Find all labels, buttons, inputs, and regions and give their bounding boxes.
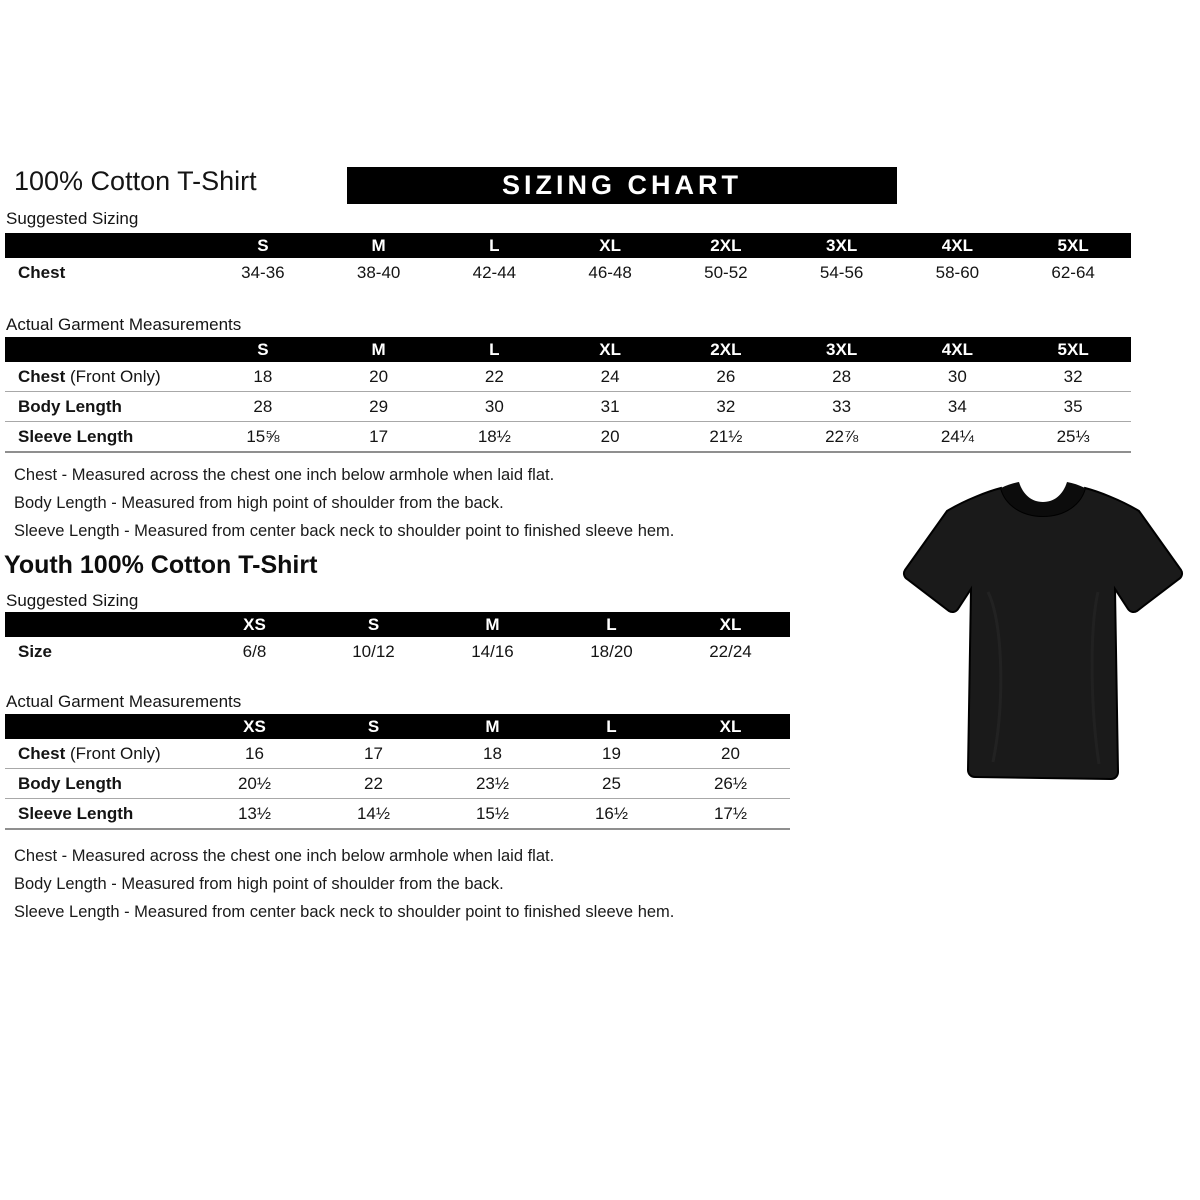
size-value-cell: 34-36 [241, 262, 285, 282]
size-value-cell: 22 [314, 769, 433, 799]
size-column-header: L [552, 714, 671, 739]
size-column-header: XS [195, 612, 314, 637]
size-value-cell: 19 [552, 739, 671, 769]
size-value-cell: 6/8 [242, 641, 267, 661]
size-value-cell: 22/24 [709, 641, 752, 661]
table-header-row [5, 714, 790, 739]
table-header-spacer [5, 612, 195, 637]
page-title: 100% Cotton T-Shirt [14, 166, 257, 196]
adult-actual-heading: Actual Garment Measurements [6, 315, 242, 334]
size-value-cell: 38-40 [356, 262, 401, 282]
size-column-header: 3XL [784, 233, 900, 258]
row-label-chest: Chest [18, 262, 66, 282]
row-label-bold: Sleeve Length [18, 426, 134, 446]
size-column-header: L [437, 337, 553, 362]
size-value-cell: 16½ [552, 799, 671, 830]
table-header-row [5, 337, 1131, 362]
size-value-cell: 34 [900, 392, 1016, 422]
size-value-cell: 20 [671, 739, 790, 769]
youth-measurement-notes [14, 842, 674, 926]
size-column-header: 2XL [668, 337, 784, 362]
note-line: Sleeve Length - Measured from center back neck to shoulder point to finished sleeve hem. [14, 522, 675, 540]
size-column-header: XL [671, 714, 790, 739]
size-value-cell: 18 [205, 362, 321, 392]
adult-suggested-heading: Suggested Sizing [6, 209, 139, 228]
size-value-cell: 46-48 [588, 262, 632, 282]
size-column-header: M [321, 337, 437, 362]
adult-actual-table [5, 337, 1131, 453]
adult-suggested-table [5, 233, 1131, 287]
size-value-cell: 62-64 [1051, 262, 1095, 282]
table-row-chest [5, 739, 790, 769]
size-value-cell: 15⅝ [205, 422, 321, 453]
size-column-header: M [321, 233, 437, 258]
size-value-cell: 32 [668, 392, 784, 422]
size-value-cell: 30 [900, 362, 1016, 392]
table-row-sleeve-length [5, 422, 1131, 453]
size-column-header: 2XL [668, 233, 784, 258]
size-value-cell: 33 [784, 392, 900, 422]
row-label-bold: Sleeve Length [18, 803, 134, 823]
table-header-spacer [5, 337, 205, 362]
row-label-rest: (Front Only) [65, 366, 161, 386]
size-value-cell: 50-52 [704, 262, 748, 282]
row-label-sleeve-length [5, 799, 195, 830]
note-line: Body Length - Measured from high point of shoulder from the back. [14, 875, 504, 893]
row-label-size: Size [18, 641, 53, 661]
size-value-cell: 13½ [195, 799, 314, 830]
size-value-cell: 25⅓ [1015, 422, 1131, 453]
row-label-bold: Body Length [18, 773, 122, 793]
tshirt-product-image [893, 472, 1193, 824]
size-value-cell: 14½ [314, 799, 433, 830]
youth-actual-table [5, 714, 790, 830]
table-row-sleeve-length [5, 799, 790, 830]
table-row-body-length [5, 769, 790, 799]
size-value-cell: 14/16 [471, 641, 514, 661]
size-value-cell: 31 [552, 392, 668, 422]
size-value-cell: 23½ [433, 769, 552, 799]
size-column-header: 4XL [900, 337, 1016, 362]
size-value-cell: 42-44 [472, 262, 517, 282]
size-column-header: S [314, 714, 433, 739]
table-row [5, 258, 1131, 287]
size-value-cell: 17 [321, 422, 437, 453]
row-label-bold: Chest [18, 366, 66, 386]
size-value-cell: 18½ [437, 422, 553, 453]
size-column-header: XL [552, 233, 668, 258]
table-row-chest [5, 362, 1131, 392]
size-column-header: S [205, 337, 321, 362]
size-value-cell: 21½ [668, 422, 784, 453]
size-value-cell: 17½ [671, 799, 790, 830]
table-row-body-length [5, 392, 1131, 422]
size-column-header: XL [552, 337, 668, 362]
note-line: Body Length - Measured from high point of shoulder from the back. [14, 494, 504, 512]
size-value-cell: 32 [1015, 362, 1131, 392]
size-value-cell: 25 [552, 769, 671, 799]
size-value-cell: 26½ [671, 769, 790, 799]
size-value-cell: 18/20 [590, 641, 633, 661]
row-label-chest-front-only [5, 362, 205, 392]
row-label-body-length [5, 769, 195, 799]
table-header-spacer [5, 233, 205, 258]
size-value-cell: 28 [205, 392, 321, 422]
size-column-header: S [314, 612, 433, 637]
size-value-cell: 20 [321, 362, 437, 392]
size-value-cell: 58-60 [935, 262, 980, 282]
size-value-cell: 20½ [195, 769, 314, 799]
row-label-bold: Chest [18, 743, 66, 763]
size-column-header: L [552, 612, 671, 637]
note-line: Chest - Measured across the chest one inch below armhole when laid flat. [14, 466, 555, 484]
row-label-chest-front-only [5, 739, 195, 769]
size-value-cell: 17 [314, 739, 433, 769]
size-value-cell: 20 [552, 422, 668, 453]
adult-measurement-notes [14, 461, 674, 545]
size-value-cell: 28 [784, 362, 900, 392]
size-column-header: 3XL [784, 337, 900, 362]
size-value-cell: 26 [668, 362, 784, 392]
size-value-cell: 35 [1015, 392, 1131, 422]
size-value-cell: 24¼ [900, 422, 1016, 453]
youth-title: Youth 100% Cotton T-Shirt [4, 551, 318, 579]
size-value-cell: 10/12 [352, 641, 395, 661]
size-column-header: S [205, 233, 321, 258]
row-label-sleeve-length [5, 422, 205, 453]
table-row-size [5, 637, 790, 666]
note-line: Sleeve Length - Measured from center back neck to shoulder point to finished sleeve hem. [14, 903, 675, 921]
size-value-cell: 54-56 [819, 262, 864, 282]
size-column-header: 5XL [1015, 337, 1131, 362]
size-column-header: L [437, 233, 553, 258]
size-value-cell: 30 [437, 392, 553, 422]
size-column-header: XS [195, 714, 314, 739]
row-label-body-length [5, 392, 205, 422]
size-value-cell: 15½ [433, 799, 552, 830]
size-value-cell: 29 [321, 392, 437, 422]
size-column-header: M [433, 714, 552, 739]
size-column-header: 4XL [900, 233, 1016, 258]
size-value-cell: 16 [195, 739, 314, 769]
size-value-cell: 22 [437, 362, 553, 392]
size-value-cell: 22⅞ [784, 422, 900, 453]
table-header-spacer [5, 714, 195, 739]
youth-suggested-heading: Suggested Sizing [6, 591, 139, 610]
size-column-header: 5XL [1015, 233, 1131, 258]
row-label-rest: (Front Only) [65, 743, 161, 763]
sizing-chart-banner: SIZING CHART [347, 167, 897, 204]
size-value-cell: 24 [552, 362, 668, 392]
note-line: Chest - Measured across the chest one inch below armhole when laid flat. [14, 847, 555, 865]
size-column-header: XL [671, 612, 790, 637]
table-header-row [5, 612, 790, 637]
size-column-header: M [433, 612, 552, 637]
youth-suggested-table [5, 612, 790, 666]
tshirt-icon [893, 472, 1193, 824]
table-header-row [5, 233, 1131, 258]
youth-actual-heading: Actual Garment Measurements [6, 692, 242, 711]
size-value-cell: 18 [433, 739, 552, 769]
row-label-bold: Body Length [18, 396, 122, 416]
